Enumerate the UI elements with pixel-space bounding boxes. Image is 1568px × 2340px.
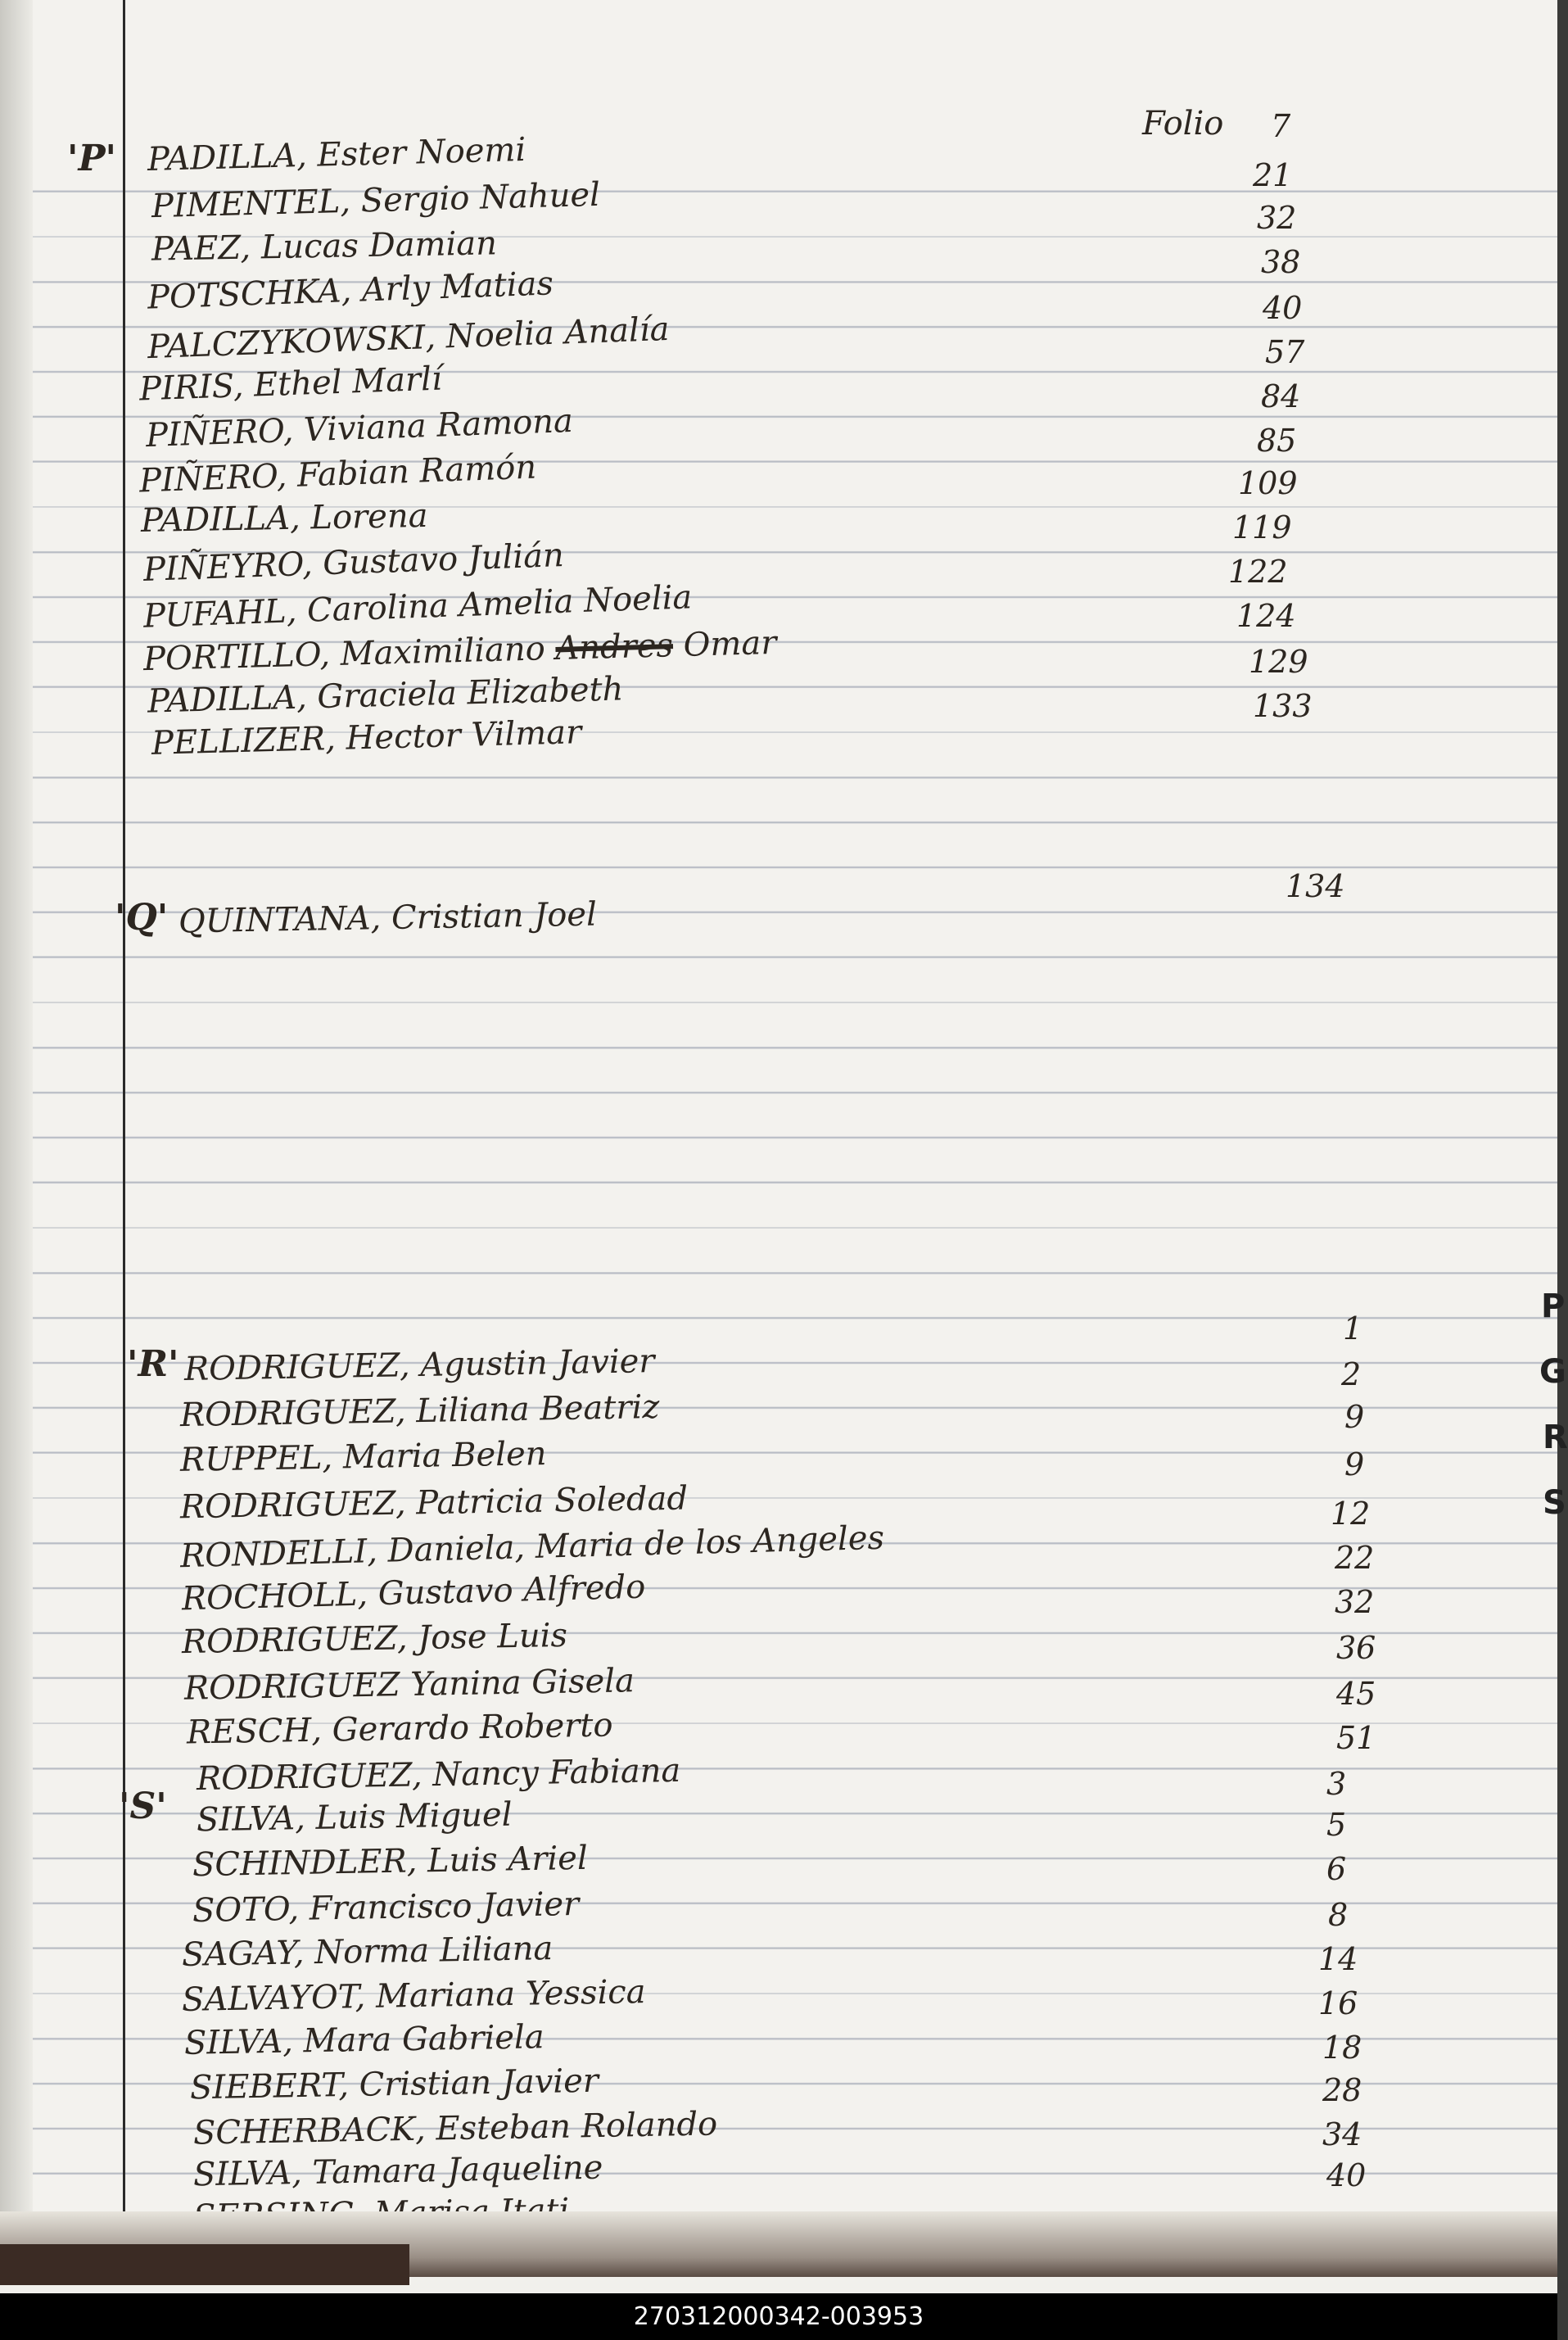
entry-name: PADILLA, Ester Noemi (147, 130, 526, 179)
entry-name: SIEBERT, Cristian Javier (189, 2062, 599, 2107)
entry-name: SCHERBACK, Esteban Rolando (192, 2105, 718, 2152)
entry-folio: 85 (1257, 423, 1297, 459)
entry-folio: 57 (1265, 334, 1305, 370)
entry-name: PALCZYKOWSKI, Noelia Analía (147, 310, 671, 367)
entry-name: RODRIGUEZ, Nancy Fabiana (196, 1751, 681, 1799)
entry-name: RONDELLI, Daniela, Maria de los Angeles (179, 1519, 885, 1576)
section-letter-q: 'Q' (115, 897, 169, 939)
entry-name: PIMENTEL, Sergio Nahuel (151, 175, 601, 226)
side-letter: S (1543, 1484, 1566, 1522)
entry-folio: 9 (1344, 1446, 1365, 1482)
entry-name: PIÑEYRO, Gustavo Julián (142, 536, 565, 589)
entry-name: QUINTANA, Cristian Joel (178, 895, 598, 941)
entry-name: RODRIGUEZ Yanina Gisela (183, 1662, 635, 1708)
entry-folio: 6 (1326, 1851, 1347, 1887)
entry-name: RODRIGUEZ, Agustin Javier (183, 1342, 655, 1389)
entry-name: ROCHOLL, Gustavo Alfredo (181, 1568, 646, 1618)
section-letter-r: 'R' (127, 1343, 179, 1385)
entry-folio: 12 (1331, 1496, 1371, 1532)
entry-name: POTSCHKA, Arly Matias (147, 265, 554, 317)
side-letter: P (1541, 1288, 1566, 1325)
entry-folio: 134 (1286, 868, 1345, 904)
entry-name: SILVA, Luis Miguel (196, 1795, 513, 1840)
entry-folio: 32 (1335, 1584, 1375, 1620)
image-id-bar (0, 2293, 1557, 2340)
entry-folio: 40 (1263, 290, 1303, 326)
entry-folio: 21 (1253, 157, 1293, 193)
entry-folio: 5 (1326, 1807, 1347, 1843)
entry-folio: 18 (1322, 2030, 1362, 2066)
entry-name: SAGAY, Norma Liliana (181, 1930, 554, 1974)
entry-name: PIÑERO, Viviana Ramona (145, 401, 574, 455)
entry-folio: 9 (1344, 1399, 1365, 1435)
entry-name: SCHINDLER, Luis Ariel (192, 1839, 589, 1885)
entry-name: PIÑERO, Fabian Ramón (138, 448, 537, 500)
entry-name: SILVA, Tamara Jaqueline (192, 2148, 603, 2194)
entry-name: PELLIZER, Hector Vilmar (151, 713, 582, 763)
entry-folio: 7 (1271, 108, 1291, 144)
margin-line (123, 0, 125, 2211)
entry-name-end: Omar (683, 623, 777, 664)
entry-name: RESCH, Gerardo Roberto (186, 1706, 613, 1752)
entry-name: RUPPEL, Maria Belen (179, 1435, 547, 1479)
entry-name: RODRIGUEZ, Patricia Soledad (179, 1479, 689, 1527)
entry-folio: 22 (1335, 1540, 1375, 1576)
entry-folio: 8 (1328, 1897, 1349, 1933)
entry-folio: 28 (1322, 2072, 1362, 2108)
struck-text: Andres (554, 627, 674, 668)
image-id: 270312000342-003953 (633, 2302, 924, 2331)
section-letter-p: 'P' (67, 138, 117, 179)
entry-folio: 40 (1326, 2157, 1367, 2193)
entry-name: SOTO, Francisco Javier (192, 1885, 580, 1930)
entry-folio: 133 (1253, 688, 1313, 724)
folio-header: Folio (1142, 105, 1224, 143)
entry-folio: 32 (1257, 200, 1297, 236)
paper-top-margin (0, 0, 1557, 147)
entry-folio: 16 (1318, 1985, 1358, 2021)
entry-name: PADILLA, Graciela Elizabeth (147, 670, 624, 721)
entry-folio: 129 (1249, 644, 1308, 680)
entry-name: SALVAYOT, Mariana Yessica (181, 1973, 646, 2019)
entry-folio: 1 (1343, 1310, 1363, 1347)
binding-shadow (0, 2244, 409, 2285)
entry-folio: 45 (1336, 1676, 1376, 1712)
entry-folio: 51 (1336, 1720, 1376, 1756)
entry-folio: 34 (1322, 2116, 1362, 2152)
entry-folio: 124 (1236, 598, 1296, 634)
entry-folio: 2 (1341, 1356, 1362, 1392)
entry-name: PADILLA, Lorena (140, 496, 428, 541)
binding-spine (0, 0, 33, 2261)
entry-name: PIRIS, Ethel Marlí (138, 360, 443, 409)
entry-name-part: PORTILLO, Maximiliano (142, 630, 546, 679)
entry-folio: 119 (1232, 509, 1292, 545)
section-letter-s: 'S' (119, 1786, 167, 1827)
side-letter: G (1539, 1353, 1566, 1391)
entry-folio: 122 (1228, 554, 1288, 590)
entry-folio: 3 (1326, 1766, 1347, 1802)
entry-name: RODRIGUEZ, Jose Luis (181, 1616, 568, 1662)
entry-name: PUFAHL, Carolina Amelia Noelia (142, 578, 693, 636)
entry-name: SILVA, Mara Gabriela (183, 2018, 545, 2062)
entry-folio: 36 (1336, 1630, 1376, 1666)
entry-folio: 84 (1261, 378, 1301, 414)
entry-folio: 38 (1261, 244, 1301, 280)
entry-folio: 14 (1318, 1941, 1358, 1977)
side-letter: R (1543, 1419, 1568, 1456)
entry-name: RODRIGUEZ, Liliana Beatriz (179, 1387, 660, 1435)
entry-folio: 109 (1238, 465, 1298, 501)
entry-name: PAEZ, Lucas Damian (151, 224, 498, 269)
